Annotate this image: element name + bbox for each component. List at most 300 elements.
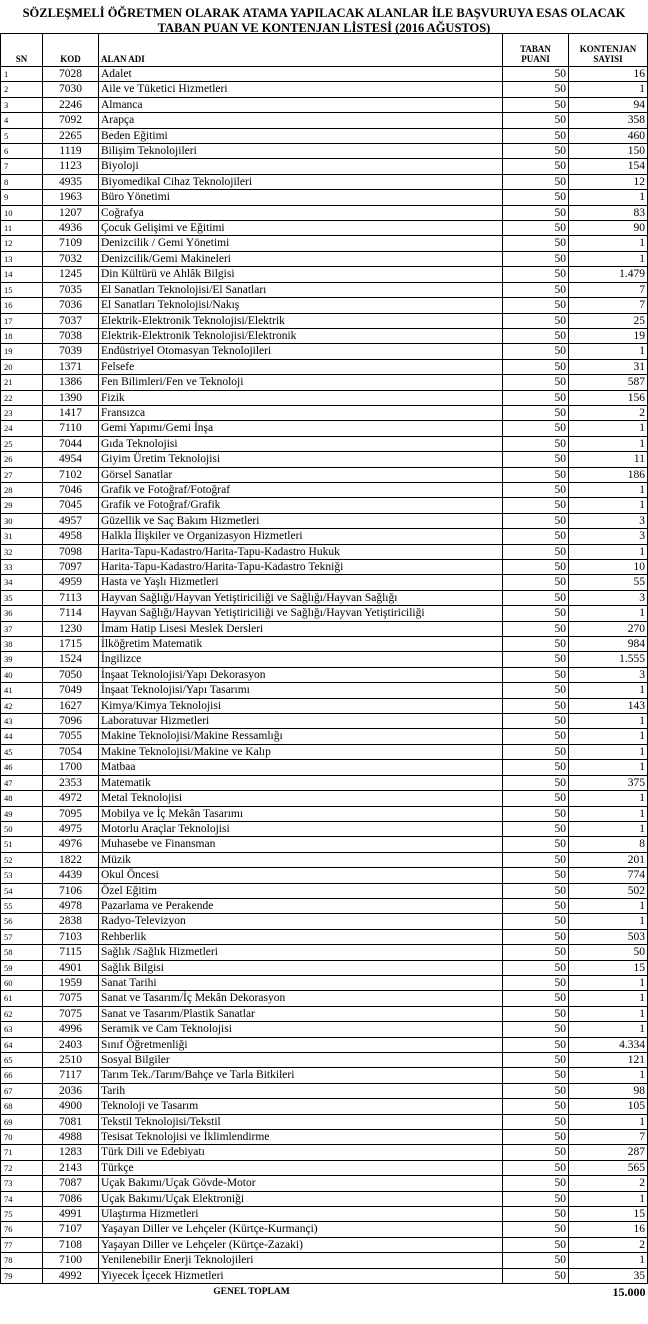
- table-row: [1, 1022, 648, 1037]
- row-kod: 7038: [43, 328, 99, 343]
- row-kontenjan: 1: [569, 821, 648, 836]
- row-kontenjan: 1: [569, 914, 648, 929]
- row-taban-puani: 50: [503, 667, 569, 682]
- row-kod: 4954: [43, 452, 99, 467]
- row-kod: 7075: [43, 991, 99, 1006]
- row-sn: 12: [1, 236, 43, 251]
- row-taban-puani: 50: [503, 945, 569, 960]
- row-taban-puani: 50: [503, 67, 569, 82]
- table-row: [1, 637, 648, 652]
- table-row: [1, 1176, 648, 1191]
- header-kontenjan-sayisi: KONTENJAN SAYISI: [569, 34, 648, 67]
- table-row: [1, 513, 648, 528]
- header-alan-adi: ALAN ADI: [99, 34, 503, 67]
- row-kod: 2838: [43, 914, 99, 929]
- row-taban-puani: 50: [503, 267, 569, 282]
- row-sn: 13: [1, 251, 43, 266]
- table-row: [1, 467, 648, 482]
- row-kod: 7087: [43, 1176, 99, 1191]
- table-row: [1, 159, 648, 174]
- row-alan-adi: Harita-Tapu-Kadastro/Harita-Tapu-Kadastro Tekniği: [99, 560, 503, 575]
- table-row: [1, 282, 648, 297]
- row-sn: 59: [1, 960, 43, 975]
- row-taban-puani: 50: [503, 82, 569, 97]
- row-kod: 4936: [43, 221, 99, 236]
- row-sn: 51: [1, 837, 43, 852]
- table-row: [1, 837, 648, 852]
- row-alan-adi: Büro Yönetimi: [99, 190, 503, 205]
- row-alan-adi: Ulaştırma Hizmetleri: [99, 1207, 503, 1222]
- row-taban-puani: 50: [503, 1253, 569, 1268]
- row-sn: 22: [1, 390, 43, 405]
- row-taban-puani: 50: [503, 390, 569, 405]
- row-kod: 4992: [43, 1268, 99, 1283]
- row-taban-puani: 50: [503, 1114, 569, 1129]
- row-sn: 1: [1, 67, 43, 82]
- table-row: [1, 1145, 648, 1160]
- table-row: [1, 975, 648, 990]
- row-taban-puani: 50: [503, 744, 569, 759]
- row-kod: 1963: [43, 190, 99, 205]
- table-row: [1, 560, 648, 575]
- row-kod: 2143: [43, 1160, 99, 1175]
- table-row: [1, 806, 648, 821]
- row-kontenjan: 98: [569, 1083, 648, 1098]
- row-alan-adi: Sanat ve Tasarım/İç Mekân Dekorasyon: [99, 991, 503, 1006]
- row-taban-puani: 50: [503, 883, 569, 898]
- row-sn: 47: [1, 775, 43, 790]
- table-row: [1, 760, 648, 775]
- row-kontenjan: 150: [569, 144, 648, 159]
- row-taban-puani: 50: [503, 328, 569, 343]
- row-kod: 7075: [43, 1006, 99, 1021]
- row-alan-adi: Kimya/Kimya Teknolojisi: [99, 698, 503, 713]
- row-sn: 62: [1, 1006, 43, 1021]
- row-alan-adi: Harita-Tapu-Kadastro/Harita-Tapu-Kadastro Hukuk: [99, 544, 503, 559]
- row-kod: 1959: [43, 975, 99, 990]
- title-line-2: TABAN PUAN VE KONTENJAN LİSTESİ (2016 AĞUSTOS): [157, 21, 491, 35]
- row-kod: 2403: [43, 1037, 99, 1052]
- row-sn: 18: [1, 328, 43, 343]
- table-row: [1, 714, 648, 729]
- row-alan-adi: Halkla İlişkiler ve Organizasyon Hizmetleri: [99, 529, 503, 544]
- row-sn: 33: [1, 560, 43, 575]
- row-sn: 38: [1, 637, 43, 652]
- row-sn: 67: [1, 1083, 43, 1098]
- row-alan-adi: Denizcilik / Gemi Yönetimi: [99, 236, 503, 251]
- row-alan-adi: Sağlık /Sağlık Hizmetleri: [99, 945, 503, 960]
- row-kontenjan: 1: [569, 1022, 648, 1037]
- row-alan-adi: Rehberlik: [99, 929, 503, 944]
- row-alan-adi: Uçak Bakımı/Uçak Gövde-Motor: [99, 1176, 503, 1191]
- row-sn: 43: [1, 714, 43, 729]
- row-kod: 4976: [43, 837, 99, 852]
- row-alan-adi: Elektrik-Elektronik Teknolojisi/Elektrik: [99, 313, 503, 328]
- row-sn: 32: [1, 544, 43, 559]
- header-taban-puani: TABAN PUANI: [503, 34, 569, 67]
- row-sn: 36: [1, 606, 43, 621]
- row-sn: 69: [1, 1114, 43, 1129]
- row-kontenjan: 10: [569, 560, 648, 575]
- table-row: [1, 898, 648, 913]
- row-kod: 7045: [43, 498, 99, 513]
- row-kontenjan: 1: [569, 760, 648, 775]
- row-alan-adi: İngilizce: [99, 652, 503, 667]
- row-alan-adi: Felsefe: [99, 359, 503, 374]
- table-row: [1, 1006, 648, 1021]
- row-kontenjan: 2: [569, 1237, 648, 1252]
- row-sn: 42: [1, 698, 43, 713]
- row-sn: 44: [1, 729, 43, 744]
- row-sn: 72: [1, 1160, 43, 1175]
- row-sn: 25: [1, 436, 43, 451]
- row-kod: 7100: [43, 1253, 99, 1268]
- row-sn: 10: [1, 205, 43, 220]
- row-taban-puani: 50: [503, 282, 569, 297]
- row-sn: 77: [1, 1237, 43, 1252]
- table-row: [1, 344, 648, 359]
- row-taban-puani: 50: [503, 760, 569, 775]
- table-row: [1, 791, 648, 806]
- row-kod: 4958: [43, 529, 99, 544]
- table-row: [1, 991, 648, 1006]
- row-kontenjan: 50: [569, 945, 648, 960]
- row-kod: 4439: [43, 868, 99, 883]
- row-kod: 1119: [43, 144, 99, 159]
- row-kontenjan: 1: [569, 714, 648, 729]
- row-kontenjan: 460: [569, 128, 648, 143]
- row-sn: 45: [1, 744, 43, 759]
- row-sn: 29: [1, 498, 43, 513]
- row-taban-puani: 50: [503, 714, 569, 729]
- row-taban-puani: 50: [503, 498, 569, 513]
- row-kontenjan: 1: [569, 1253, 648, 1268]
- table-body: [1, 67, 648, 1284]
- row-kontenjan: 1: [569, 683, 648, 698]
- table-row: [1, 683, 648, 698]
- row-kod: 7086: [43, 1191, 99, 1206]
- row-kontenjan: 15: [569, 960, 648, 975]
- row-alan-adi: Giyim Üretim Teknolojisi: [99, 452, 503, 467]
- row-taban-puani: 50: [503, 467, 569, 482]
- row-sn: 26: [1, 452, 43, 467]
- row-alan-adi: Özel Eğitim: [99, 883, 503, 898]
- row-kod: 7097: [43, 560, 99, 575]
- row-kod: 2510: [43, 1053, 99, 1068]
- table-row: [1, 82, 648, 97]
- row-kod: 1245: [43, 267, 99, 282]
- row-kod: 1386: [43, 375, 99, 390]
- row-taban-puani: 50: [503, 868, 569, 883]
- row-taban-puani: 50: [503, 513, 569, 528]
- row-kod: 1627: [43, 698, 99, 713]
- row-kontenjan: 1: [569, 606, 648, 621]
- row-kontenjan: 94: [569, 97, 648, 112]
- row-kontenjan: 16: [569, 1222, 648, 1237]
- table-row: [1, 1037, 648, 1052]
- row-sn: 54: [1, 883, 43, 898]
- row-taban-puani: 50: [503, 914, 569, 929]
- row-kod: 1230: [43, 621, 99, 636]
- row-taban-puani: 50: [503, 405, 569, 420]
- row-alan-adi: Hayvan Sağlığı/Hayvan Yetiştiriciliği ve Sağlığı/Hayvan Yetiştiriciliği: [99, 606, 503, 621]
- row-alan-adi: Adalet: [99, 67, 503, 82]
- row-taban-puani: 50: [503, 560, 569, 575]
- row-kontenjan: 984: [569, 637, 648, 652]
- row-taban-puani: 50: [503, 683, 569, 698]
- row-taban-puani: 50: [503, 775, 569, 790]
- row-kontenjan: 19: [569, 328, 648, 343]
- row-kod: 4900: [43, 1099, 99, 1114]
- row-sn: 64: [1, 1037, 43, 1052]
- row-kod: 4996: [43, 1022, 99, 1037]
- row-alan-adi: Güzellik ve Saç Bakım Hizmetleri: [99, 513, 503, 528]
- row-kod: 7036: [43, 298, 99, 313]
- row-kontenjan: 1.479: [569, 267, 648, 282]
- row-kontenjan: 1: [569, 806, 648, 821]
- row-taban-puani: 50: [503, 113, 569, 128]
- table-row: [1, 221, 648, 236]
- row-kod: 4901: [43, 960, 99, 975]
- total-row: [1, 1284, 648, 1301]
- table-row: [1, 251, 648, 266]
- row-kod: 2246: [43, 97, 99, 112]
- table-row: [1, 1130, 648, 1145]
- row-alan-adi: Grafik ve Fotoğraf/Grafik: [99, 498, 503, 513]
- row-kontenjan: 1: [569, 744, 648, 759]
- row-sn: 27: [1, 467, 43, 482]
- row-taban-puani: 50: [503, 1160, 569, 1175]
- row-kod: 7095: [43, 806, 99, 821]
- table-row: [1, 821, 648, 836]
- row-kod: 4991: [43, 1207, 99, 1222]
- row-kontenjan: 1: [569, 729, 648, 744]
- row-kod: 7050: [43, 667, 99, 682]
- row-sn: 39: [1, 652, 43, 667]
- row-kontenjan: 1: [569, 236, 648, 251]
- row-sn: 61: [1, 991, 43, 1006]
- table-row: [1, 1237, 648, 1252]
- row-taban-puani: 50: [503, 421, 569, 436]
- row-taban-puani: 50: [503, 205, 569, 220]
- row-sn: 34: [1, 575, 43, 590]
- row-taban-puani: 50: [503, 1176, 569, 1191]
- row-kontenjan: 1: [569, 898, 648, 913]
- table-row: [1, 113, 648, 128]
- row-taban-puani: 50: [503, 1237, 569, 1252]
- row-taban-puani: 50: [503, 1268, 569, 1283]
- row-kod: 7102: [43, 467, 99, 482]
- row-alan-adi: Sosyal Bilgiler: [99, 1053, 503, 1068]
- row-taban-puani: 50: [503, 929, 569, 944]
- row-kontenjan: 143: [569, 698, 648, 713]
- table-row: [1, 1114, 648, 1129]
- row-kod: 4978: [43, 898, 99, 913]
- row-taban-puani: 50: [503, 128, 569, 143]
- row-kontenjan: 1: [569, 421, 648, 436]
- row-kod: 7096: [43, 714, 99, 729]
- row-sn: 8: [1, 174, 43, 189]
- row-kod: 4975: [43, 821, 99, 836]
- row-alan-adi: İnşaat Teknolojisi/Yapı Tasarımı: [99, 683, 503, 698]
- row-kod: 7037: [43, 313, 99, 328]
- table-row: [1, 97, 648, 112]
- row-kod: 1417: [43, 405, 99, 420]
- table-row: [1, 590, 648, 605]
- row-kod: 7106: [43, 883, 99, 898]
- row-sn: 30: [1, 513, 43, 528]
- row-sn: 3: [1, 97, 43, 112]
- row-kontenjan: 15: [569, 1207, 648, 1222]
- row-alan-adi: Hayvan Sağlığı/Hayvan Yetiştiriciliği ve Sağlığı/Hayvan Sağlığı: [99, 590, 503, 605]
- row-kod: 7109: [43, 236, 99, 251]
- row-kod: 7044: [43, 436, 99, 451]
- quota-table: [0, 33, 648, 1301]
- row-sn: 20: [1, 359, 43, 374]
- row-kod: 4935: [43, 174, 99, 189]
- row-alan-adi: Okul Öncesi: [99, 868, 503, 883]
- row-sn: 73: [1, 1176, 43, 1191]
- table-row: [1, 575, 648, 590]
- row-kontenjan: 35: [569, 1268, 648, 1283]
- row-taban-puani: 50: [503, 1006, 569, 1021]
- table-row: [1, 621, 648, 636]
- row-alan-adi: Teknoloji ve Tasarım: [99, 1099, 503, 1114]
- row-taban-puani: 50: [503, 544, 569, 559]
- row-alan-adi: Coğrafya: [99, 205, 503, 220]
- row-alan-adi: İnşaat Teknolojisi/Yapı Dekorasyon: [99, 667, 503, 682]
- row-kontenjan: 105: [569, 1099, 648, 1114]
- row-kontenjan: 1: [569, 436, 648, 451]
- row-taban-puani: 50: [503, 575, 569, 590]
- row-alan-adi: Sınıf Öğretmenliği: [99, 1037, 503, 1052]
- row-kontenjan: 1: [569, 991, 648, 1006]
- table-row: [1, 1222, 648, 1237]
- row-alan-adi: Yiyecek İçecek Hizmetleri: [99, 1268, 503, 1283]
- row-taban-puani: 50: [503, 637, 569, 652]
- row-kod: 1123: [43, 159, 99, 174]
- row-taban-puani: 50: [503, 529, 569, 544]
- row-sn: 31: [1, 529, 43, 544]
- row-taban-puani: 50: [503, 898, 569, 913]
- row-kod: 2265: [43, 128, 99, 143]
- row-sn: 7: [1, 159, 43, 174]
- row-taban-puani: 50: [503, 590, 569, 605]
- table-row: [1, 1053, 648, 1068]
- row-sn: 2: [1, 82, 43, 97]
- table-row: [1, 652, 648, 667]
- row-kontenjan: 201: [569, 852, 648, 867]
- row-alan-adi: Pazarlama ve Perakende: [99, 898, 503, 913]
- row-alan-adi: Tekstil Teknolojisi/Tekstil: [99, 1114, 503, 1129]
- row-alan-adi: Gıda Teknolojisi: [99, 436, 503, 451]
- row-kod: 7115: [43, 945, 99, 960]
- row-kontenjan: 587: [569, 375, 648, 390]
- row-kod: 7039: [43, 344, 99, 359]
- row-alan-adi: Tesisat Teknolojisi ve İklimlendirme: [99, 1130, 503, 1145]
- row-sn: 52: [1, 852, 43, 867]
- row-kontenjan: 3: [569, 667, 648, 682]
- row-alan-adi: Yaşayan Diller ve Lehçeler (Kürtçe-Zazaki): [99, 1237, 503, 1252]
- row-taban-puani: 50: [503, 482, 569, 497]
- row-kontenjan: 2: [569, 1176, 648, 1191]
- row-sn: 65: [1, 1053, 43, 1068]
- row-taban-puani: 50: [503, 821, 569, 836]
- row-kod: 7081: [43, 1114, 99, 1129]
- row-alan-adi: Biyomedikal Cihaz Teknolojileri: [99, 174, 503, 189]
- row-kontenjan: 503: [569, 929, 648, 944]
- row-alan-adi: Motorlu Araçlar Teknolojisi: [99, 821, 503, 836]
- row-alan-adi: Fen Bilimleri/Fen ve Teknoloji: [99, 375, 503, 390]
- table-row: [1, 405, 648, 420]
- row-kod: 7092: [43, 113, 99, 128]
- row-kod: 7028: [43, 67, 99, 82]
- row-sn: 58: [1, 945, 43, 960]
- row-alan-adi: Denizcilik/Gemi Makineleri: [99, 251, 503, 266]
- row-taban-puani: 50: [503, 1022, 569, 1037]
- row-taban-puani: 50: [503, 1099, 569, 1114]
- row-kontenjan: 1: [569, 190, 648, 205]
- row-kontenjan: 156: [569, 390, 648, 405]
- row-alan-adi: Beden Eğitimi: [99, 128, 503, 143]
- row-alan-adi: Grafik ve Fotoğraf/Fotoğraf: [99, 482, 503, 497]
- document-title: [0, 0, 648, 33]
- row-kod: 4957: [43, 513, 99, 528]
- row-sn: 55: [1, 898, 43, 913]
- row-sn: 16: [1, 298, 43, 313]
- row-taban-puani: 50: [503, 975, 569, 990]
- row-sn: 79: [1, 1268, 43, 1283]
- table-row: [1, 1253, 648, 1268]
- row-alan-adi: Elektrik-Elektronik Teknolojisi/Elektronik: [99, 328, 503, 343]
- table-row: [1, 190, 648, 205]
- row-kontenjan: 565: [569, 1160, 648, 1175]
- row-kontenjan: 358: [569, 113, 648, 128]
- row-alan-adi: Görsel Sanatlar: [99, 467, 503, 482]
- row-alan-adi: Din Kültürü ve Ahlâk Bilgisi: [99, 267, 503, 282]
- row-alan-adi: Müzik: [99, 852, 503, 867]
- row-alan-adi: Mobilya ve İç Mekân Tasarımı: [99, 806, 503, 821]
- row-taban-puani: 50: [503, 1037, 569, 1052]
- row-sn: 6: [1, 144, 43, 159]
- row-sn: 57: [1, 929, 43, 944]
- table-row: [1, 1099, 648, 1114]
- row-kontenjan: 3: [569, 529, 648, 544]
- row-sn: 11: [1, 221, 43, 236]
- row-taban-puani: 50: [503, 806, 569, 821]
- table-row: [1, 1207, 648, 1222]
- row-kontenjan: 12: [569, 174, 648, 189]
- row-sn: 4: [1, 113, 43, 128]
- row-kontenjan: 90: [569, 221, 648, 236]
- row-alan-adi: Endüstriyel Otomasyan Teknolojileri: [99, 344, 503, 359]
- row-kod: 7113: [43, 590, 99, 605]
- table-row: [1, 914, 648, 929]
- row-taban-puani: 50: [503, 729, 569, 744]
- row-kod: 2353: [43, 775, 99, 790]
- row-alan-adi: Türk Dili ve Edebiyatı: [99, 1145, 503, 1160]
- row-taban-puani: 50: [503, 1207, 569, 1222]
- table-row: [1, 359, 648, 374]
- row-sn: 21: [1, 375, 43, 390]
- row-taban-puani: 50: [503, 698, 569, 713]
- row-alan-adi: Muhasebe ve Finansman: [99, 837, 503, 852]
- row-alan-adi: İmam Hatip Lisesi Meslek Dersleri: [99, 621, 503, 636]
- table-row: [1, 236, 648, 251]
- row-kod: 2036: [43, 1083, 99, 1098]
- row-sn: 63: [1, 1022, 43, 1037]
- row-sn: 41: [1, 683, 43, 698]
